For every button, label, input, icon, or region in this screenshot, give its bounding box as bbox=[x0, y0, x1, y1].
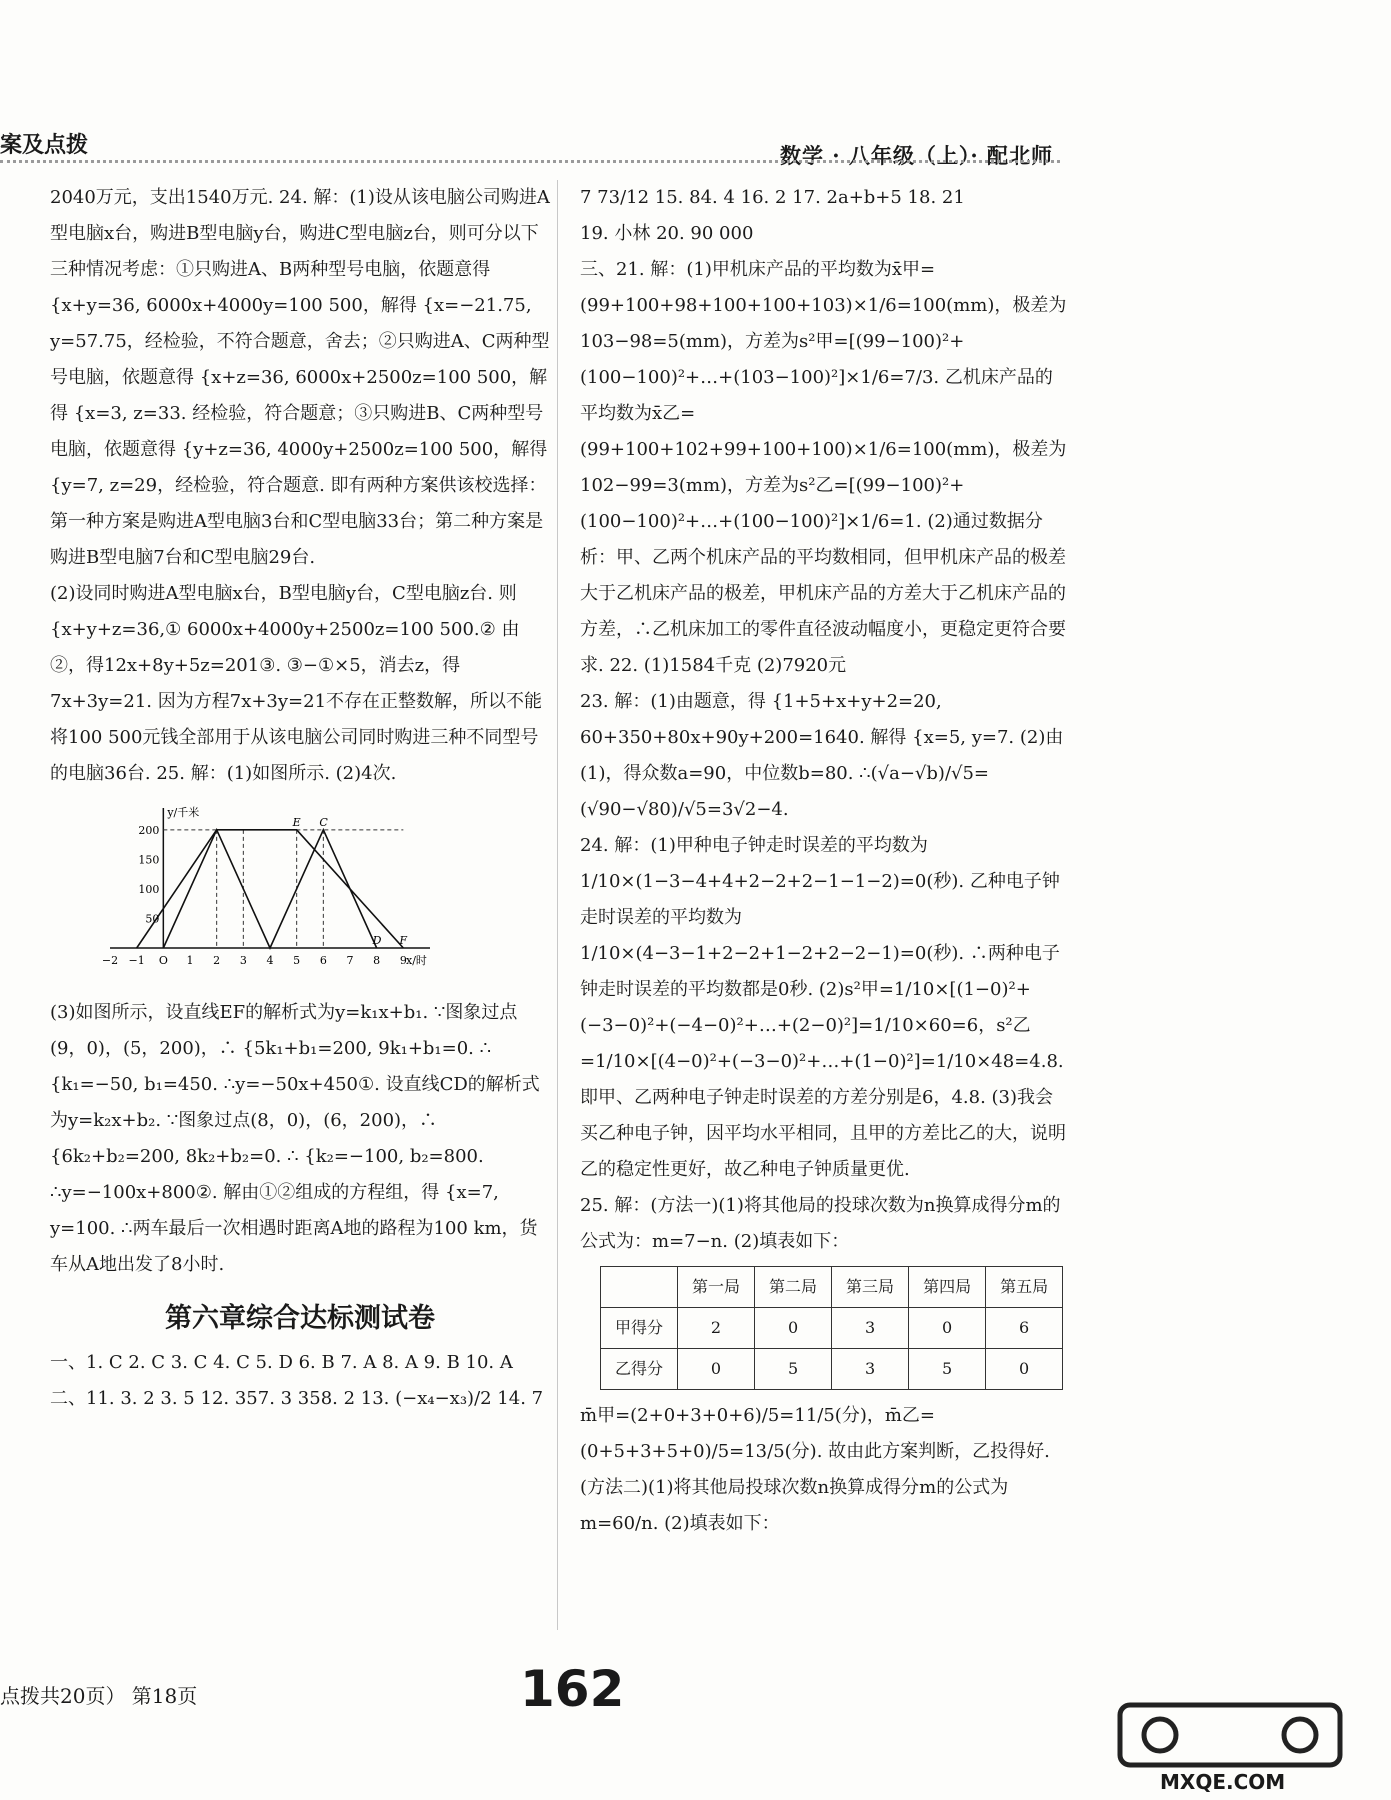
x-tick-label: 8 bbox=[373, 954, 381, 967]
table-cell: 0 bbox=[678, 1349, 755, 1390]
left-paragraph-2: (2)设同时购进A型电脑x台，B型电脑y台，C型电脑z台. 则 {x+y+z=36,① 6000x+4000y+2500z=100 500.② 由②，得12x+8y+5z=201③. ③−①×5，消去z，得7x+3y=21. 因为方程7x+3y=21不存在正整数解，所以不能将100 500元钱全部用于从该电脑公司同时购进三种不同型号的电脑36台. 25. 解：(1)如图所示. (2)4次. bbox=[50, 583, 543, 784]
y-tick-label: 150 bbox=[138, 853, 160, 867]
table-cell: 乙得分 bbox=[601, 1349, 678, 1390]
left-paragraph-3: (3)如图所示，设直线EF的解析式为y=k₁x+b₁. ∵图象过点(9，0)，(5，200)，∴ {5k₁+b₁=200, 9k₁+b₁=0. ∴ {k₁=−50, b₁=450. ∴y=−50x+450①. 设直线CD的解析式为y=k₂x+b₂. ∵图象过点(8，0)，(6，200)，∴ {6k₂+b₂=200, 8k₂+b₂=0. ∴ {k₂=−100, b₂=800. ∴y=−100x+800②. 解由①②组成的方程组，得 {x=7, y=100. ∴两车最后一次相遇时距离A地的路程为100 km，货车从A地出发了8小时. bbox=[50, 1002, 540, 1275]
table-cell: 3 bbox=[832, 1349, 909, 1390]
right-column bbox=[580, 180, 1070, 1542]
header-left-text: 案及点拨 bbox=[0, 132, 89, 158]
x-tick-label: 4 bbox=[266, 954, 274, 967]
x-axis-label: x/时 bbox=[406, 954, 427, 967]
right-paragraph-7: m̄甲=(2+0+3+0+6)/5=11/5(分)，m̄乙=(0+5+3+5+0)/5=13/5(分). 故由此方案判断，乙投得好. (方法二)(1)将其他局投球次数n换算成得分m的公式为m=60/n. (2)填表如下： bbox=[580, 1405, 1050, 1534]
page-number: 162 bbox=[520, 1660, 625, 1718]
answers-fill-blank: 二、11. 3. 2 3. 5 12. 357. 3 358. 2 13. (−x₄−x₃)/2 14. 7 bbox=[50, 1388, 544, 1409]
section-title: 第六章综合达标测试卷 bbox=[165, 1303, 435, 1334]
table-cell: 5 bbox=[755, 1349, 832, 1390]
y-axis-label: y/千米 bbox=[167, 806, 200, 819]
x-tick-label: −1 bbox=[128, 954, 145, 967]
point-label-C: C bbox=[319, 815, 328, 829]
series-line-1 bbox=[137, 830, 404, 948]
left-column bbox=[50, 180, 550, 1417]
table-cell: 5 bbox=[909, 1349, 986, 1390]
column-divider bbox=[557, 180, 558, 1630]
x-tick-label: 3 bbox=[239, 954, 247, 967]
table-header-cell bbox=[601, 1267, 678, 1308]
footer-page-info: 点拨共20页） 第18页 bbox=[0, 1684, 198, 1708]
table-cell: 2 bbox=[678, 1308, 755, 1349]
x-tick-label: −2 bbox=[101, 954, 119, 967]
table-header-cell: 第二局 bbox=[755, 1267, 832, 1308]
table-header-row bbox=[601, 1267, 1063, 1308]
header-right-text: 数学 · 八年级（上）· 配北师 bbox=[780, 143, 1054, 168]
x-tick-label: 7 bbox=[346, 954, 354, 967]
table-cell: 6 bbox=[986, 1308, 1063, 1349]
x-tick-label: 1 bbox=[186, 954, 194, 967]
chart-svg bbox=[90, 798, 450, 978]
right-paragraph-5: 24. 解：(1)甲种电子钟走时误差的平均数为1/10×(1−3−4+4+2−2+2−1−1−2)=0(秒). 乙种电子钟走时误差的平均数为1/10×(4−3−1+2−2+1−2+2−2−1)=0(秒). ∴两种电子钟走时误差的平均数都是0秒. (2)s²甲=1/10×[(1−0)²+(−3−0)²+(−4−0)²+…+(2−0)²]=1/10×60=6，s²乙=1/10×[(4−0)²+(−3−0)²+…+(1−0)²]=1/10×48=4.8. 即甲、乙两种电子钟走时误差的方差分别是6，4.8. (3)我会买乙种电子钟，因平均水平相同，且甲的方差比乙的大，说明乙的稳定性更好，故乙种电子钟质量更优. bbox=[580, 835, 1066, 1180]
y-tick-label: 200 bbox=[138, 823, 160, 837]
series-line-0 bbox=[163, 830, 376, 948]
right-paragraph-1: 7 73/12 15. 84. 4 16. 2 17. 2a+b+5 18. 21 bbox=[580, 187, 965, 208]
right-paragraph-3: 三、21. 解：(1)甲机床产品的平均数为x̄甲=(99+100+98+100+100+103)×1/6=100(mm)，极差为103−98=5(mm)，方差为s²甲=[(99−100)²+(100−100)²+…+(103−100)²]×1/6=7/3. 乙机床产品的平均数为x̄乙=(99+100+102+99+100+100)×1/6=100(mm)，极差为102−99=3(mm)，方差为s²乙=[(99−100)²+(100−100)²+…+(100−100)²]×1/6=1. (2)通过数据分析：甲、乙两个机床产品的平均数相同，但甲机床产品的极差大于乙机床产品的极差，甲机床产品的方差大于乙机床产品的方差，∴乙机床加工的零件直径波动幅度小，更稳定更符合要求. 22. (1)1584千克 (2)7920元 bbox=[580, 259, 1067, 676]
x-tick-label: 5 bbox=[293, 954, 301, 967]
header-divider bbox=[0, 160, 1060, 163]
x-tick-label: 6 bbox=[319, 954, 327, 967]
y-tick-label: 50 bbox=[145, 912, 160, 926]
table-header-cell: 第三局 bbox=[832, 1267, 909, 1308]
point-label-E: E bbox=[292, 815, 301, 829]
table-header-cell: 第四局 bbox=[909, 1267, 986, 1308]
table-cell: 0 bbox=[909, 1308, 986, 1349]
x-tick-label: 2 bbox=[213, 954, 221, 967]
table-cell: 0 bbox=[986, 1349, 1063, 1390]
table-row bbox=[601, 1349, 1063, 1390]
table-header-cell: 第一局 bbox=[678, 1267, 755, 1308]
table-cell: 0 bbox=[755, 1308, 832, 1349]
score-table bbox=[600, 1266, 1063, 1390]
table-row bbox=[601, 1308, 1063, 1349]
x-tick-label: 9 bbox=[399, 954, 407, 967]
table-cell: 3 bbox=[832, 1308, 909, 1349]
right-paragraph-2: 19. 小林 20. 90 000 bbox=[580, 223, 754, 244]
point-label-F: F bbox=[399, 934, 407, 947]
right-paragraph-6: 25. 解：(方法一)(1)将其他局的投球次数为n换算成得分m的公式为：m=7−n. (2)填表如下： bbox=[580, 1195, 1061, 1252]
right-paragraph-4: 23. 解：(1)由题意，得 {1+5+x+y+2=20, 60+350+80x+90y+200=1640. 解得 {x=5, y=7. (2)由(1)，得众数a=90，中位数b=80. ∴(√a−√b)/√5=(√90−√80)/√5=3√2−4. bbox=[580, 691, 1064, 820]
watermark-text: MXQE.COM bbox=[1160, 1770, 1286, 1794]
table-header-cell: 第五局 bbox=[986, 1267, 1063, 1308]
y-tick-label: 100 bbox=[138, 882, 160, 896]
left-paragraph-1: 2040万元，支出1540万元. 24. 解：(1)设从该电脑公司购进A型电脑x台，购进B型电脑y台，购进C型电脑z台，则可分以下三种情况考虑：①只购进A、B两种型号电脑，依题意得 {x+y=36, 6000x+4000y=100 500，解得 {x=−21.75, y=57.75，经检验，不符合题意，舍去；②只购进A、C两种型号电脑，依题意得 {x+z=36, 6000x+2500z=100 500，解得 {x=3, z=33. 经检验，符合题意；③只购进B、C两种型号电脑，依题意得 {y+z=36, 4000y+2500z=100 500，解得 {y=7, z=29，经检验，符合题意. 即有两种方案供该校选择：第一种方案是购进A型电脑3台和C型电脑33台；第二种方案是购进B型电脑7台和C型电脑29台. bbox=[50, 187, 550, 568]
answers-multiple-choice: 一、1. C 2. C 3. C 4. C 5. D 6. B 7. A 8. A 9. B 10. A bbox=[50, 1352, 513, 1373]
table-cell: 甲得分 bbox=[601, 1308, 678, 1349]
x-tick-label: O bbox=[158, 954, 168, 967]
distance-time-chart bbox=[90, 798, 550, 991]
point-label-D: D bbox=[372, 934, 382, 947]
